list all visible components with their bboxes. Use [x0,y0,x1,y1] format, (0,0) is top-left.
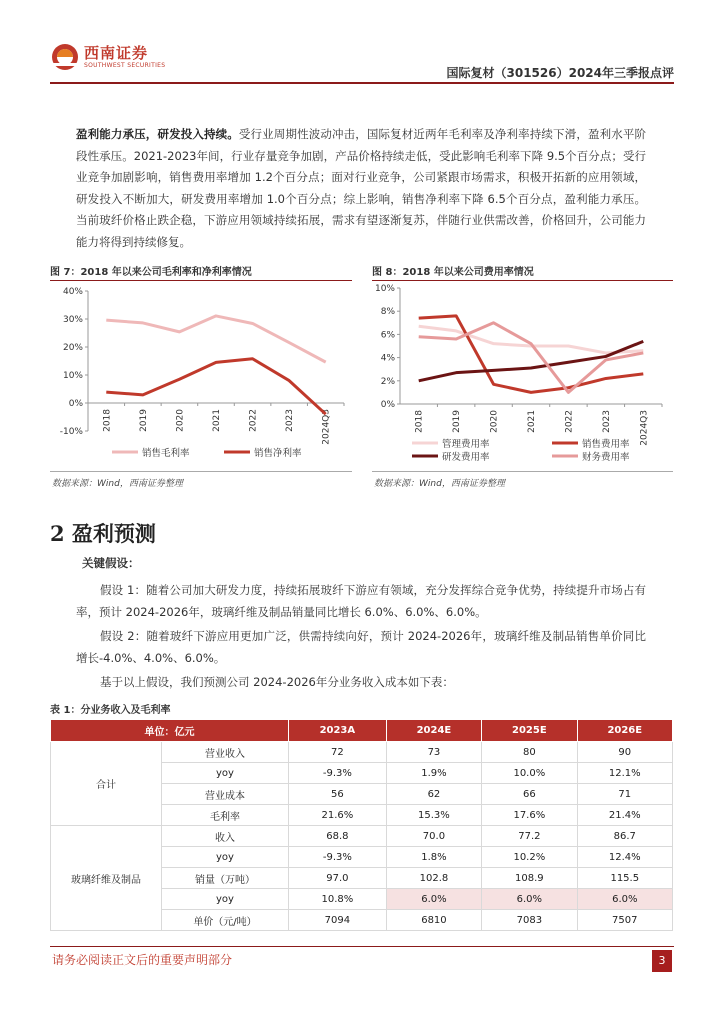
y-tick-label: 30% [62,315,83,325]
group-glass-fiber: 玻璃纤维及制品 [51,826,162,931]
figure7-chart [50,281,352,471]
x-tick-label: 2022 [564,410,575,433]
figure8-title: 图 8：2018 年以来公司费用率情况 [372,267,534,278]
x-tick-label: 2020 [175,409,186,432]
x-tick-label: 2021 [212,409,222,432]
figure7-source: 数据来源：Wind，西南证券整理 [52,479,183,489]
x-tick-label: 2024Q3 [321,409,332,445]
row-label: 销量（万吨） [162,868,289,889]
intro-bold-lead: 盈利能力承压，研发投入持续。 [76,127,239,141]
table-cell: 7083 [482,910,577,931]
row-label: 单价（元/吨） [162,910,289,931]
table-header-row [51,720,673,742]
table-cell: 56 [289,784,387,805]
table-cell: 10.0% [482,763,577,784]
table-cell: 73 [386,742,481,763]
table-cell: 7507 [577,910,672,931]
table-cell-highlight: 6.0% [386,889,481,910]
table-title: 表 1：分业务收入及毛利率 [50,705,171,716]
table-cell: 12.1% [577,763,672,784]
row-label: yoy [162,889,289,910]
y-tick-label: 8% [380,307,395,318]
y-tick-label: 10% [62,371,83,381]
x-tick-label: 2024Q3 [639,410,650,446]
legend-label: 管理费用率 [442,439,490,450]
intro-text: 受行业周期性波动冲击，国际复材近两年毛利率及净利率持续下滑，盈利水平阶段性承压。2021-2023年间，行业存量竞争加剧，产品价格持续走低，受此影响毛利率下降 9.5个百分点；受行业竞争加剧影响，销售费用率增加 1.2个百分点；面对行业竞争，公司紧跟市场需求，积极开拓新的应用领域，研发投入不断加大，研发费用率增加 1.0个百分点；综上影响，销售净利率下降 6.5个百分点，盈利能力承压。当前玻纤价格止跌企稳，下游应用领域持续拓展，需求有望逐渐复苏，伴随行业供需改善，价格回升，公司能力能力将得到持续修复。 [76,127,647,249]
table-cell-highlight: 6.0% [482,889,577,910]
x-tick-label: 2023 [285,409,296,432]
table-header-2026e: 2026E [577,720,672,742]
y-tick-label: 2% [380,376,395,387]
table-cell: 108.9 [482,868,577,889]
table-cell: 115.5 [577,868,672,889]
assumption-1: 假设 1：随着公司加大研发力度，持续拓展玻纤下游应有领域，充分发挥综合竞争优势，持续提升市场占有率，预计 2024-2026年，玻璃纤维及制品销量同比增长 6.0%、6.0%、6.0%。 [76,583,646,619]
footer-divider [50,946,674,947]
figure7-bottom-rule [50,471,352,472]
row-label: 收入 [162,826,289,847]
key-assumptions-heading: 关键假设： [82,556,140,570]
series-line [419,323,644,393]
table-cell: 77.2 [482,826,577,847]
assumption-2: 假设 2：随着玻纤下游应用更加广泛，供需持续向好，预计 2024-2026年，玻璃纤维及制品销售单价同比增长-4.0%、4.0%、6.0%。 [76,629,646,665]
table-cell: 97.0 [289,868,387,889]
y-tick-label: 0% [68,399,83,409]
x-tick-label: 2022 [248,409,259,432]
series-line [106,359,325,414]
table-cell: 17.6% [482,805,577,826]
section-title: 2 盈利预测 [50,521,156,546]
intro-paragraph [76,124,646,253]
x-tick-label: 2018 [414,410,425,433]
row-label: 营业收入 [162,742,289,763]
legend-label: 销售费用率 [582,439,630,450]
x-tick-label: 2023 [601,410,612,433]
x-tick-label: 2020 [489,410,500,433]
table-cell: 66 [482,784,577,805]
legend-label: 销售毛利率 [142,448,190,459]
series-line [106,316,325,362]
forecast-table [50,719,673,931]
table-cell: 102.8 [386,868,481,889]
assumption-summary: 基于以上假设，我们预测公司 2024-2026年分业务收入成本如下表： [100,675,454,689]
legend-label: 财务费用率 [582,452,630,463]
table-header-2023a: 2023A [289,720,387,742]
header-divider [50,82,674,84]
table-row [51,826,673,847]
report-title: 国际复材（301526）2024年三季报点评 [446,66,674,80]
page-number: 3 [652,950,672,972]
logo-text-cn: 西南证券 [84,44,149,62]
table-header-2025e: 2025E [482,720,577,742]
x-tick-label: 2021 [527,410,537,433]
table-cell: 10.2% [482,847,577,868]
legend-label: 研发费用率 [442,452,490,463]
logo-text-en: SOUTHWEST SECURITIES [84,62,166,69]
company-logo [50,40,180,74]
table-cell: 10.8% [289,889,387,910]
row-label: yoy [162,763,289,784]
table-cell: 15.3% [386,805,481,826]
table-header-2024e: 2024E [386,720,481,742]
table-cell: 7094 [289,910,387,931]
table-cell: 21.6% [289,805,387,826]
y-tick-label: -10% [59,427,83,437]
footer-disclaimer: 请务必阅读正文后的重要声明部分 [52,953,233,967]
table-cell-highlight: 6.0% [577,889,672,910]
figure8-bottom-rule [372,471,673,472]
legend-label: 销售净利率 [254,448,302,459]
figure7-title: 图 7：2018 年以来公司毛利率和净利率情况 [50,267,252,278]
figure8-source: 数据来源：Wind，西南证券整理 [374,479,505,489]
y-tick-label: 4% [380,353,395,364]
table-cell: 21.4% [577,805,672,826]
row-label: yoy [162,847,289,868]
logo-mark-icon [50,42,80,72]
table-cell: -9.3% [289,763,387,784]
table-cell: 62 [386,784,481,805]
x-tick-label: 2019 [138,409,149,432]
table-header-unit: 单位：亿元 [51,720,289,742]
table-cell: 70.0 [386,826,481,847]
table-cell: 6810 [386,910,481,931]
group-total: 合计 [51,742,162,826]
table-cell: 1.8% [386,847,481,868]
table-cell: 68.8 [289,826,387,847]
x-tick-label: 2018 [102,409,113,432]
table-cell: -9.3% [289,847,387,868]
figure8-chart [372,281,673,471]
row-label: 营业成本 [162,784,289,805]
y-tick-label: 0% [380,400,395,410]
table-cell: 80 [482,742,577,763]
table-cell: 12.4% [577,847,672,868]
y-tick-label: 10% [374,284,395,294]
y-tick-label: 20% [62,343,83,353]
y-tick-label: 40% [62,287,83,297]
table-row [51,742,673,763]
y-tick-label: 6% [380,330,395,341]
x-tick-label: 2019 [452,410,463,433]
table-cell: 86.7 [577,826,672,847]
table-cell: 90 [577,742,672,763]
table-cell: 71 [577,784,672,805]
table-cell: 72 [289,742,387,763]
table-cell: 1.9% [386,763,481,784]
row-label: 毛利率 [162,805,289,826]
